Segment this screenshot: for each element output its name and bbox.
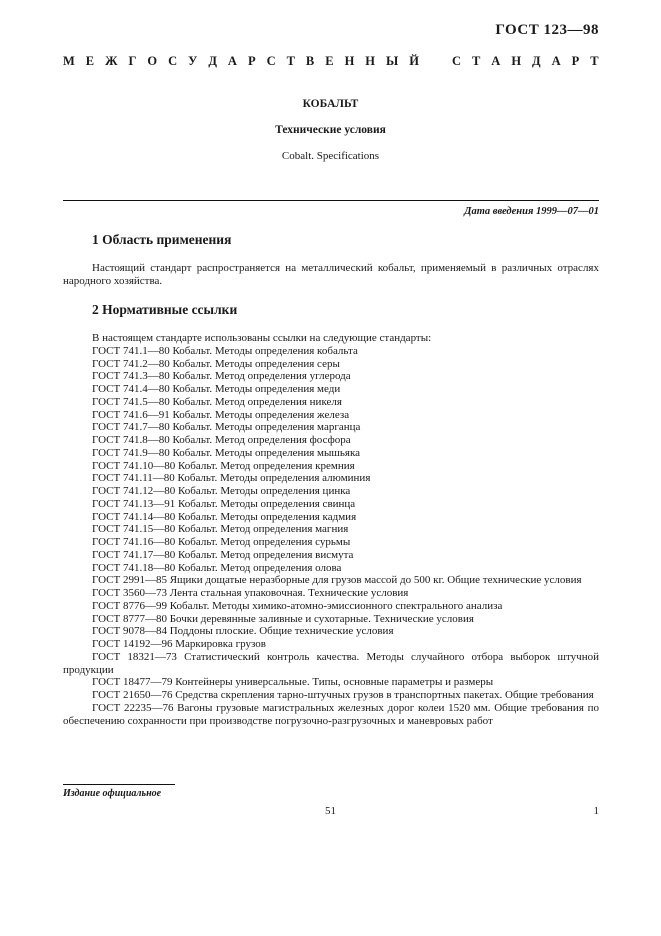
reference-item: ГОСТ 22235—76 Вагоны грузовые магистральных железных дорог колеи 1520 мм. Общие требования по обеспечению сохранности при производстве погрузочно-разгрузочных и маневровых работ [63,701,599,727]
banner-letter: Г [128,54,137,68]
banner-letter: Й [409,54,419,68]
document-subtitle: Технические условия [275,124,386,136]
banner-letter: Р [247,54,256,68]
reference-item: ГОСТ 21650—76 Средства скрепления тарно-штучных грузов в транспортных пакетах. Общие требования [92,689,594,701]
banner-letter: Н [365,54,376,68]
reference-item: ГОСТ 741.8—80 Кобальт. Метод определения фосфора [92,434,351,446]
banner-letter: Ж [105,54,118,68]
banner-letter: А [227,54,237,68]
banner-letter: Т [471,54,481,68]
banner-letter: Н [344,54,355,68]
banner-letter: Т [286,54,295,68]
banner-letter: А [491,54,501,68]
reference-item: ГОСТ 741.4—80 Кобальт. Методы определения меди [92,383,341,395]
reference-item: ГОСТ 741.7—80 Кобальт. Методы определения марганца [92,421,361,434]
banner-letter: Ы [386,54,399,68]
interstate-standard-banner [63,54,599,69]
reference-item: ГОСТ 14192—96 Маркировка грузов [92,638,266,650]
reference-item: ГОСТ 741.16—80 Кобальт. Метод определения сурьмы [92,536,351,548]
introduction-date: Дата введения 1999—07—01 [464,206,599,217]
banner-letter: Е [325,54,334,68]
banner-letter: Н [511,54,522,68]
reference-item: ГОСТ 18477—79 Контейнеры универсальные. Типы, основные параметры и размеры [92,676,494,689]
banner-letter: Д [208,54,217,68]
banner-letter: Д [532,54,541,68]
banner-letter: О [147,54,158,68]
reference-item: ГОСТ 8777—80 Бочки деревянные заливные и сухотарные. Технические условия [92,612,474,625]
footer-divider [63,784,175,785]
gost-code: ГОСТ 123—98 [495,22,599,38]
document-subtitle-english: Cobalt. Specifications [281,150,380,162]
edition-note: Издание официальное [63,788,162,799]
reference-item: ГОСТ 9078—84 Поддоны плоские. Общие технические условия [92,625,394,638]
reference-item: ГОСТ 8776—99 Кобальт. Методы химико-атомно-эмиссионного спектрального анализа [92,599,503,612]
banner-letter: У [188,54,198,68]
reference-item: ГОСТ 741.13—91 Кобальт. Методы определения свинца [92,497,356,510]
reference-item: ГОСТ 741.3—80 Кобальт. Метод определения углерода [92,370,351,383]
reference-item: ГОСТ 741.11—80 Кобальт. Методы определения алюминия [92,472,371,485]
banner-letter: Р [571,54,580,68]
banner-letter: А [551,54,561,68]
reference-item: ГОСТ 741.10—80 Кобальт. Метод определения кремния [92,459,355,472]
reference-item: ГОСТ 18321—73 Статистический контроль качества. Методы случайного отбора выборок штучной продукции [63,650,599,676]
section-2-heading: 2 Нормативные ссылки [92,302,238,317]
reference-item: ГОСТ 3560—73 Лента стальная упаковочная. Технические условия [92,587,409,599]
banner-letter: С [168,54,178,68]
reference-item: ГОСТ 741.18—80 Кобальт. Метод определения олова [92,561,342,574]
banner-letter: М [63,54,75,68]
section-1-heading: 1 Область применения [92,232,232,247]
section-1-text: Настоящий стандарт распространяется на металлический кобальт, применяемый в различных отраслях народного хозяйства. [63,262,599,287]
reference-item: ГОСТ 741.15—80 Кобальт. Метод определения магния [92,523,349,536]
banner-letter: С [266,54,276,68]
reference-item: ГОСТ 2991—85 Ящики дощатые неразборные для грузов массой до 500 кг. Общие технические условия [92,574,582,587]
reference-item: ГОСТ 741.9—80 Кобальт. Методы определения мышьяка [92,446,361,459]
reference-item: ГОСТ 741.1—80 Кобальт. Методы определения кобальта [92,344,358,357]
reference-item: ГОСТ 741.14—80 Кобальт. Методы определения кадмия [92,510,357,523]
normative-references-list [63,332,599,727]
reference-item: ГОСТ 741.17—80 Кобальт. Метод определения висмута [92,548,354,561]
header-divider [63,200,599,201]
reference-item: ГОСТ 741.5—80 Кобальт. Метод определения никеля [92,395,342,408]
document-title: КОБАЛЬТ [302,98,359,110]
banner-letter: В [305,54,315,68]
references-intro: В настоящем стандарте использованы ссылки на следующие стандарты: [92,332,432,344]
sheet-number: 1 [593,805,599,817]
page-number: 51 [325,805,336,817]
reference-item: ГОСТ 741.6—91 Кобальт. Методы определения железа [92,408,350,421]
reference-item: ГОСТ 741.12—80 Кобальт. Методы определения цинка [92,485,351,497]
banner-letter: Т [590,54,599,68]
reference-item: ГОСТ 741.2—80 Кобальт. Методы определения серы [92,357,340,370]
banner-letter: Е [85,54,95,68]
banner-letter: С [451,54,461,68]
